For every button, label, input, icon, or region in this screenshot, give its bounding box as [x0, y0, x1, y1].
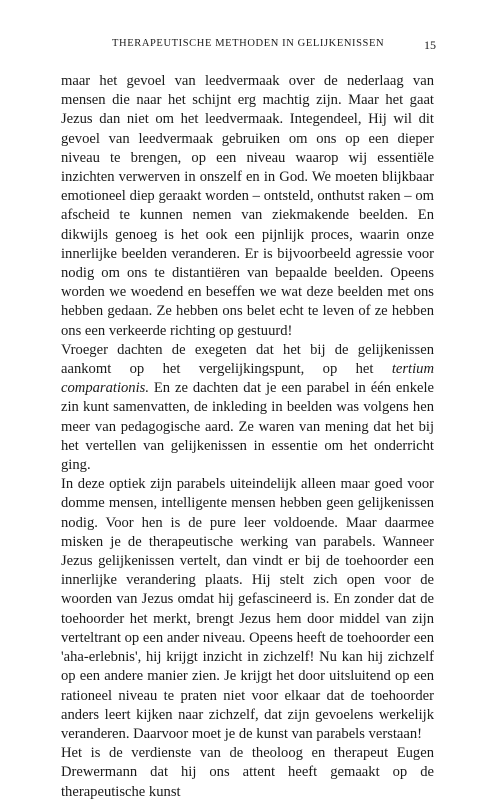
running-header — [60, 38, 436, 56]
paragraph-2-emphasis: tertium comparationis. — [61, 361, 434, 397]
page-number: 15 — [424, 38, 436, 52]
paragraph-2-text-before: Vroeger dachten de exegeten dat het bij de gelijkenissen aankomt op het vergelijkingspunt, op het — [61, 341, 434, 378]
running-title: THERAPEUTISCHE METHODEN IN GELIJKENISSEN — [112, 38, 385, 49]
paragraph-1: maar het gevoel van leedvermaak over de nederlaag van mensen die naar het schijnt erg machtig zijn. Maar het gaat Jezus dan niet om het leedvermaak. Integendeel, Hij wil dit gevoel van leedvermaak gebruiken om ons op een dieper niveau te brengen, op een niveau waarop wij essentiële inzichten verwerven in onszelf en in God. We moeten blijkbaar emotioneel diep geraakt worden – ontsteld, onthutst raken – om afscheid te kunnen nemen van ziekmakende beelden. En dikwijls genoeg is het ook een pijnlijk proces, waarin onze innerlijke beelden veranderen. Er is bijvoorbeeld agressie voor nodig om ons te distantiëren van bepaalde beelden. Opeens worden we woedend en beseffen we wat deze beelden met ons hebben gedaan. Ze hebben ons belet echt te leven of ze hebben ons een verkeerde richting op gestuurd! — [61, 73, 434, 339]
paragraph-4: Het is de verdienste van de theoloog en therapeut Eugen Drewermann dat hij ons attent heeft gemaakt op de therapeutische kunst — [61, 745, 434, 800]
body-text — [61, 72, 434, 802]
paragraph-3: In deze optiek zijn parabels uiteindelijk alleen maar goed voor domme mensen, intelligente mensen hebben geen gelijkenissen nodig. Voor hen is de pure leer voldoende. Maar daarmee misken je de therapeutische werking van parabels. Wanneer Jezus gelijkenissen vertelt, dan vindt er bij de toehoorder een innerlijke verandering plaats. Hij stelt zich open voor de woorden van Jezus omdat hij gefascineerd is. En zonder dat de toehoorder het merkt, brengt Jezus hem door middel van zijn verteltrant op een ander niveau. Opeens heeft de toehoorder een 'aha-erlebnis', hij krijgt inzicht in zichzelf! Nu kan hij zichzelf op een andere manier zien. Je krijgt het door uitsluitend op een rationeel niveau te praten niet voor elkaar dat de toehoorder anders leert kijken naar zichzelf, dat zijn gevoelens werkelijk veranderen. Daarvoor moet je de kunst van parabels verstaan! — [61, 476, 434, 742]
paragraph-2-text-after: En ze dachten dat je een parabel in één enkele zin kunt samenvatten, de inkleding in beelden was volgens hen meer van pedagogische aard. Ze waren van mening dat het bij het vertellen van gelijkenissen in essentie om het onderricht ging. — [61, 380, 434, 474]
paragraph-2 — [61, 341, 434, 475]
